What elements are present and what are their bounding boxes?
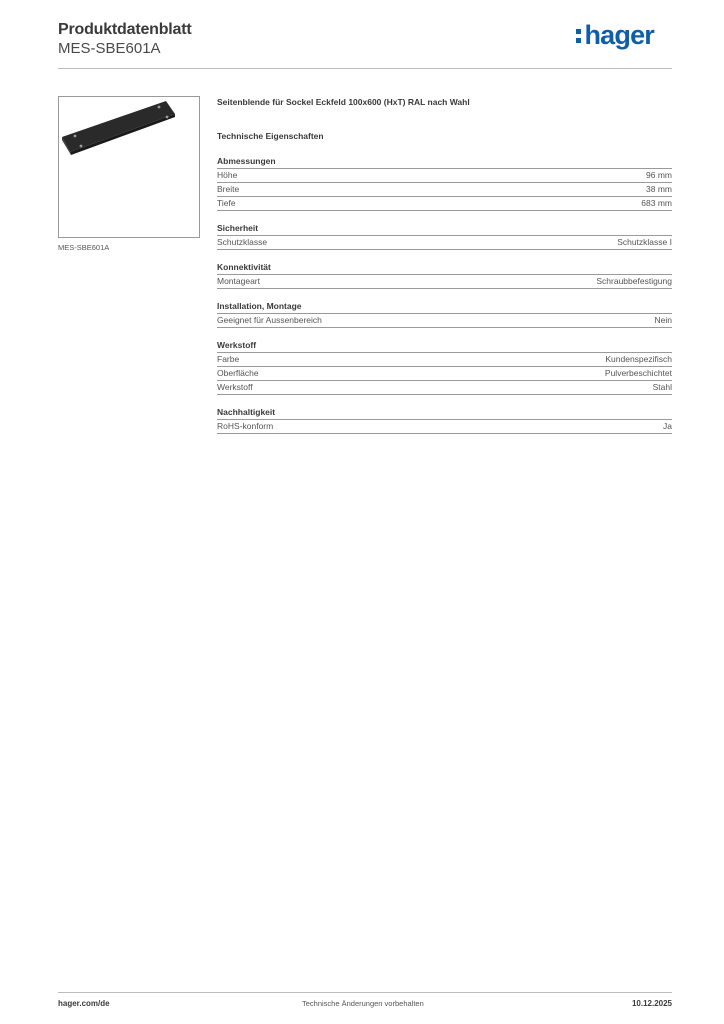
property-row — [217, 381, 672, 395]
property-value: Nein — [654, 315, 672, 325]
footer-divider — [58, 992, 672, 993]
document-title: Produktdatenblatt — [58, 21, 192, 38]
group-title: Nachhaltigkeit — [217, 407, 672, 420]
property-value: Schutzklasse I — [617, 237, 672, 247]
property-value: Pulverbeschichtet — [604, 368, 672, 378]
group-title: Abmessungen — [217, 156, 672, 169]
property-row — [217, 236, 672, 250]
property-row — [217, 420, 672, 434]
page-footer — [58, 992, 672, 1012]
property-row — [217, 353, 672, 367]
property-label: Oberfläche — [217, 368, 259, 378]
property-group-material — [217, 340, 672, 395]
property-label: Höhe — [217, 170, 238, 180]
group-title: Installation, Montage — [217, 301, 672, 314]
logo-text: hager — [584, 20, 654, 50]
property-value: Ja — [663, 421, 672, 431]
property-group-dimensions — [217, 156, 672, 211]
property-row — [217, 183, 672, 197]
footer-notice: Technische Änderungen vorbehalten — [302, 999, 424, 1008]
properties-title: Technische Eigenschaften — [217, 131, 324, 141]
group-title: Werkstoff — [217, 340, 672, 353]
group-title: Sicherheit — [217, 223, 672, 236]
product-description: Seitenblende für Sockel Eckfeld 100x600 (HxT) RAL nach Wahl — [217, 97, 470, 107]
header-divider — [58, 68, 672, 69]
property-label: Montageart — [217, 276, 260, 286]
property-value: Schraubbefestigung — [596, 276, 672, 286]
property-row — [217, 169, 672, 183]
property-label: Werkstoff — [217, 382, 253, 392]
property-group-installation — [217, 301, 672, 328]
property-label: Schutzklasse — [217, 237, 268, 247]
product-code: MES-SBE601A — [58, 40, 161, 57]
property-value: Kundenspezifisch — [605, 354, 672, 364]
group-title: Konnektivität — [217, 262, 672, 275]
property-group-safety — [217, 223, 672, 250]
product-image — [58, 96, 200, 238]
image-caption: MES-SBE601A — [58, 243, 110, 252]
logo-dots-icon — [576, 25, 582, 45]
footer-website: hager.com/de — [58, 999, 110, 1008]
product-details — [217, 96, 672, 434]
property-row — [217, 367, 672, 381]
page-header — [58, 20, 672, 68]
footer-date: 10.12.2025 — [631, 999, 672, 1008]
property-value: 38 mm — [646, 184, 672, 194]
property-row — [217, 314, 672, 328]
property-label: Tiefe — [217, 198, 236, 208]
property-group-connectivity — [217, 262, 672, 289]
property-value: 683 mm — [641, 198, 672, 208]
property-label: Farbe — [217, 354, 240, 364]
property-value: Stahl — [652, 382, 672, 392]
hager-logo — [576, 20, 654, 50]
property-row — [217, 275, 672, 289]
property-label: Breite — [217, 184, 240, 194]
property-value: 96 mm — [646, 170, 672, 180]
property-row — [217, 197, 672, 211]
property-label: RoHS-konform — [217, 421, 274, 431]
side-panel-image — [59, 97, 199, 237]
property-label: Geeignet für Aussenbereich — [217, 315, 322, 325]
property-group-sustainability — [217, 407, 672, 434]
